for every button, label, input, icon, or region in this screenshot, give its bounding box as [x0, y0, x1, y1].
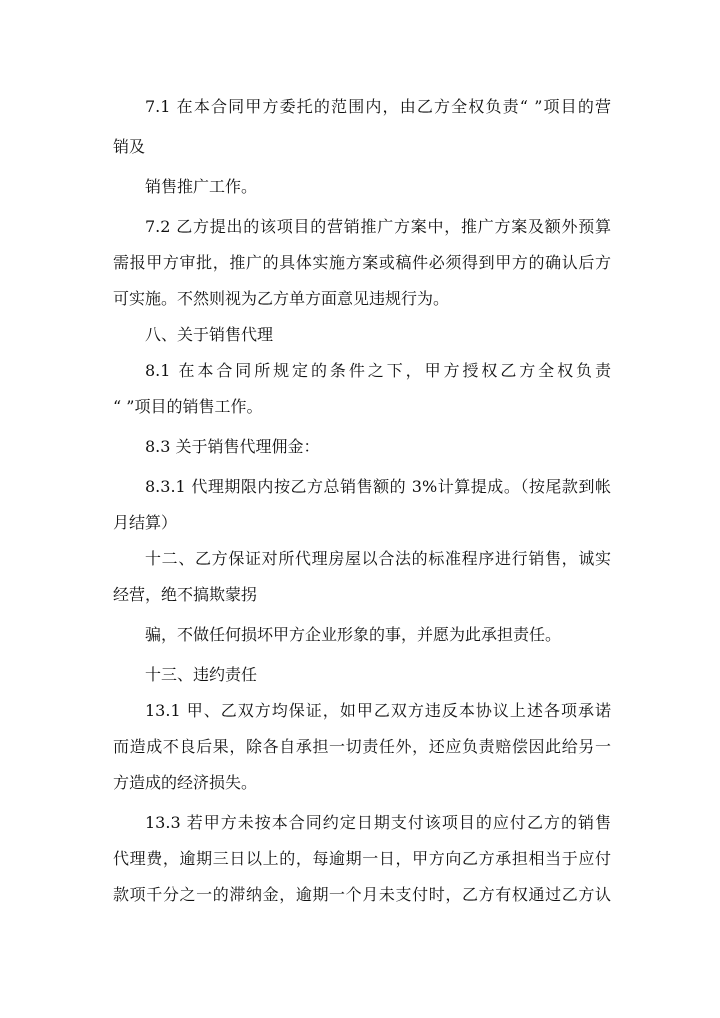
text-line-5: 需报甲方审批，推广的具体实施方案或稿件必须得到甲方的确认后方: [113, 253, 611, 272]
section-heading-13: 十三、违约责任: [145, 665, 258, 684]
text-line-15: 骗，不做任何损坏甲方企业形象的事，并愿为此承担责任。: [145, 625, 562, 644]
text-line-6: 可实施。不然则视为乙方单方面意见违规行为。: [113, 289, 450, 308]
text-line-10: 8.3 关于销售代理佣金：: [145, 437, 320, 456]
text-line-20: 13.3 若甲方未按本合同约定日期支付该项目的应付乙方的销售: [145, 813, 611, 832]
section-heading-8: 八、关于销售代理: [145, 325, 274, 344]
text-line-1: 7.1 在本合同甲方委托的范围内，由乙方全权负责“ ”项目的营: [145, 97, 611, 116]
text-line-18: 而造成不良后果，除各自承担一切责任外，还应负责赔偿因此给另一: [113, 737, 611, 756]
text-line-12: 月结算）: [113, 513, 178, 532]
text-line-19: 方造成的经济损失。: [113, 773, 258, 792]
text-line-2: 销及: [113, 137, 146, 156]
text-line-17: 13.1 甲、乙双方均保证，如甲乙双方违反本协议上述各项承诺: [145, 701, 611, 720]
text-line-11: 8.3.1 代理期限内按乙方总销售额的 3%计算提成。（按尾款到帐: [145, 477, 611, 496]
text-line-21: 代理费，逾期三日以上的，每逾期一日，甲方向乙方承担相当于应付: [113, 849, 611, 868]
text-line-9: “ ”项目的销售工作。: [113, 397, 263, 416]
text-line-22: 款项千分之一的滞纳金，逾期一个月未支付时，乙方有权通过乙方认: [113, 885, 611, 904]
text-line-3: 销售推广工作。: [145, 177, 258, 196]
text-line-4: 7.2 乙方提出的该项目的营销推广方案中，推广方案及额外预算: [145, 217, 611, 236]
text-line-14: 经营，绝不搞欺蒙拐: [113, 585, 258, 604]
text-line-13: 十二、乙方保证对所代理房屋以合法的标准程序进行销售，诚实: [145, 549, 611, 568]
text-line-8: 8.1 在本合同所规定的条件之下，甲方授权乙方全权负责: [145, 361, 611, 380]
